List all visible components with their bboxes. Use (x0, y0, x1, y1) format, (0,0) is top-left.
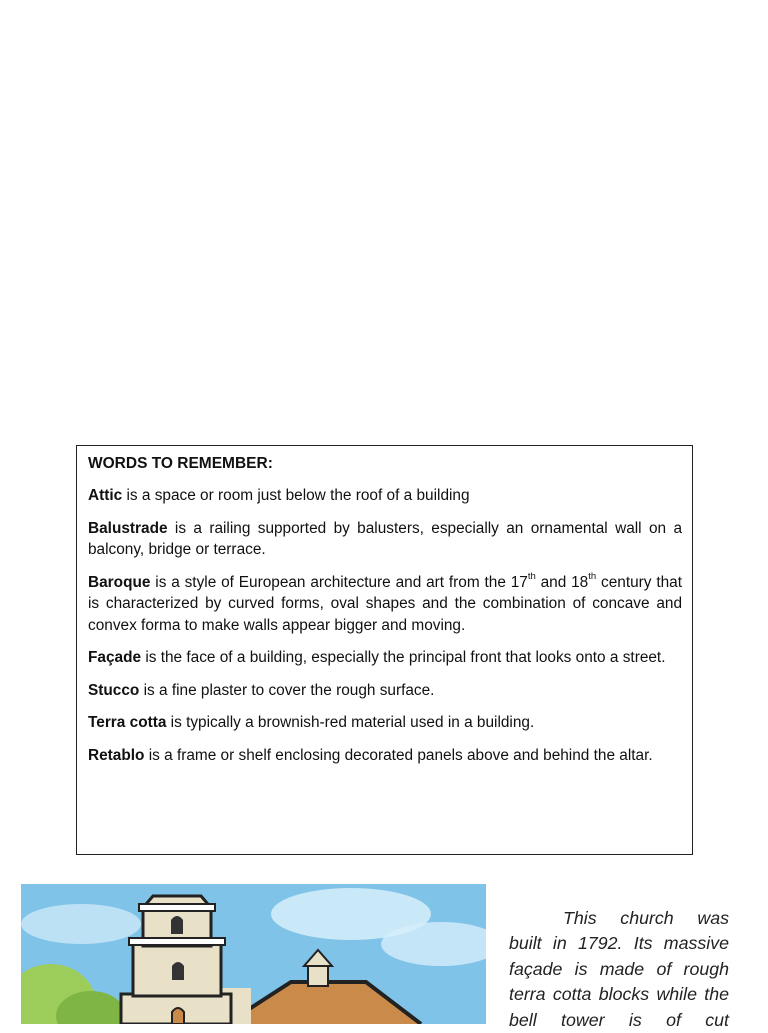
caption-text: This church was built in 1792. Its massive façade is made of rough terra cotta blocks while the bell tower is of cut (509, 908, 729, 1030)
church-caption (509, 906, 729, 1033)
definition-part: century that is characterized by curved forms, oval shapes and the combination of concave and convex forma to make walls appear bigger and moving. (88, 573, 682, 634)
superscript: th (588, 571, 597, 583)
definition: is a frame or shelf enclosing decorated panels above and behind the altar. (144, 746, 653, 764)
tower-ledge (139, 904, 215, 911)
entry-facade (88, 647, 682, 669)
definition: is a space or room just below the roof of a building (122, 487, 470, 504)
term: Terra cotta (88, 714, 167, 731)
term: Attic (88, 487, 123, 504)
entry-retablo (88, 745, 682, 767)
entry-balustrade (88, 518, 682, 561)
definition-part: is a style of European architecture and art from the 17 (150, 573, 528, 591)
tower-window (172, 962, 184, 980)
entry-terra-cotta (88, 712, 682, 734)
entry-stucco (88, 680, 682, 702)
term: Stucco (88, 681, 140, 699)
tower-window (171, 916, 183, 934)
church-drawing (21, 884, 486, 1024)
term: Façade (88, 649, 142, 666)
church-illustration (21, 884, 486, 1024)
vocabulary-title: WORDS TO REMEMBER: (88, 455, 273, 472)
term: Balustrade (88, 519, 168, 537)
term: Retablo (88, 746, 145, 764)
definition: is a fine plaster to cover the rough surface. (139, 681, 435, 699)
tower-ledge (129, 938, 225, 945)
vocabulary-box (76, 445, 693, 855)
entry-baroque (88, 572, 682, 637)
definition: is the face of a building, especially the principal front that looks onto a street. (141, 649, 666, 666)
definition-part: and 18 (535, 573, 589, 591)
cloud (21, 904, 141, 944)
term: Baroque (88, 573, 151, 591)
entry-attic (88, 485, 682, 507)
tower-window (172, 1008, 184, 1024)
definition: is typically a brownish-red material used in a building. (166, 714, 535, 731)
superscript: th (527, 571, 536, 583)
definition: is a railing supported by balusters, especially an ornamental wall on a balcony, bridge or terrace. (88, 519, 682, 558)
turret (308, 964, 328, 986)
